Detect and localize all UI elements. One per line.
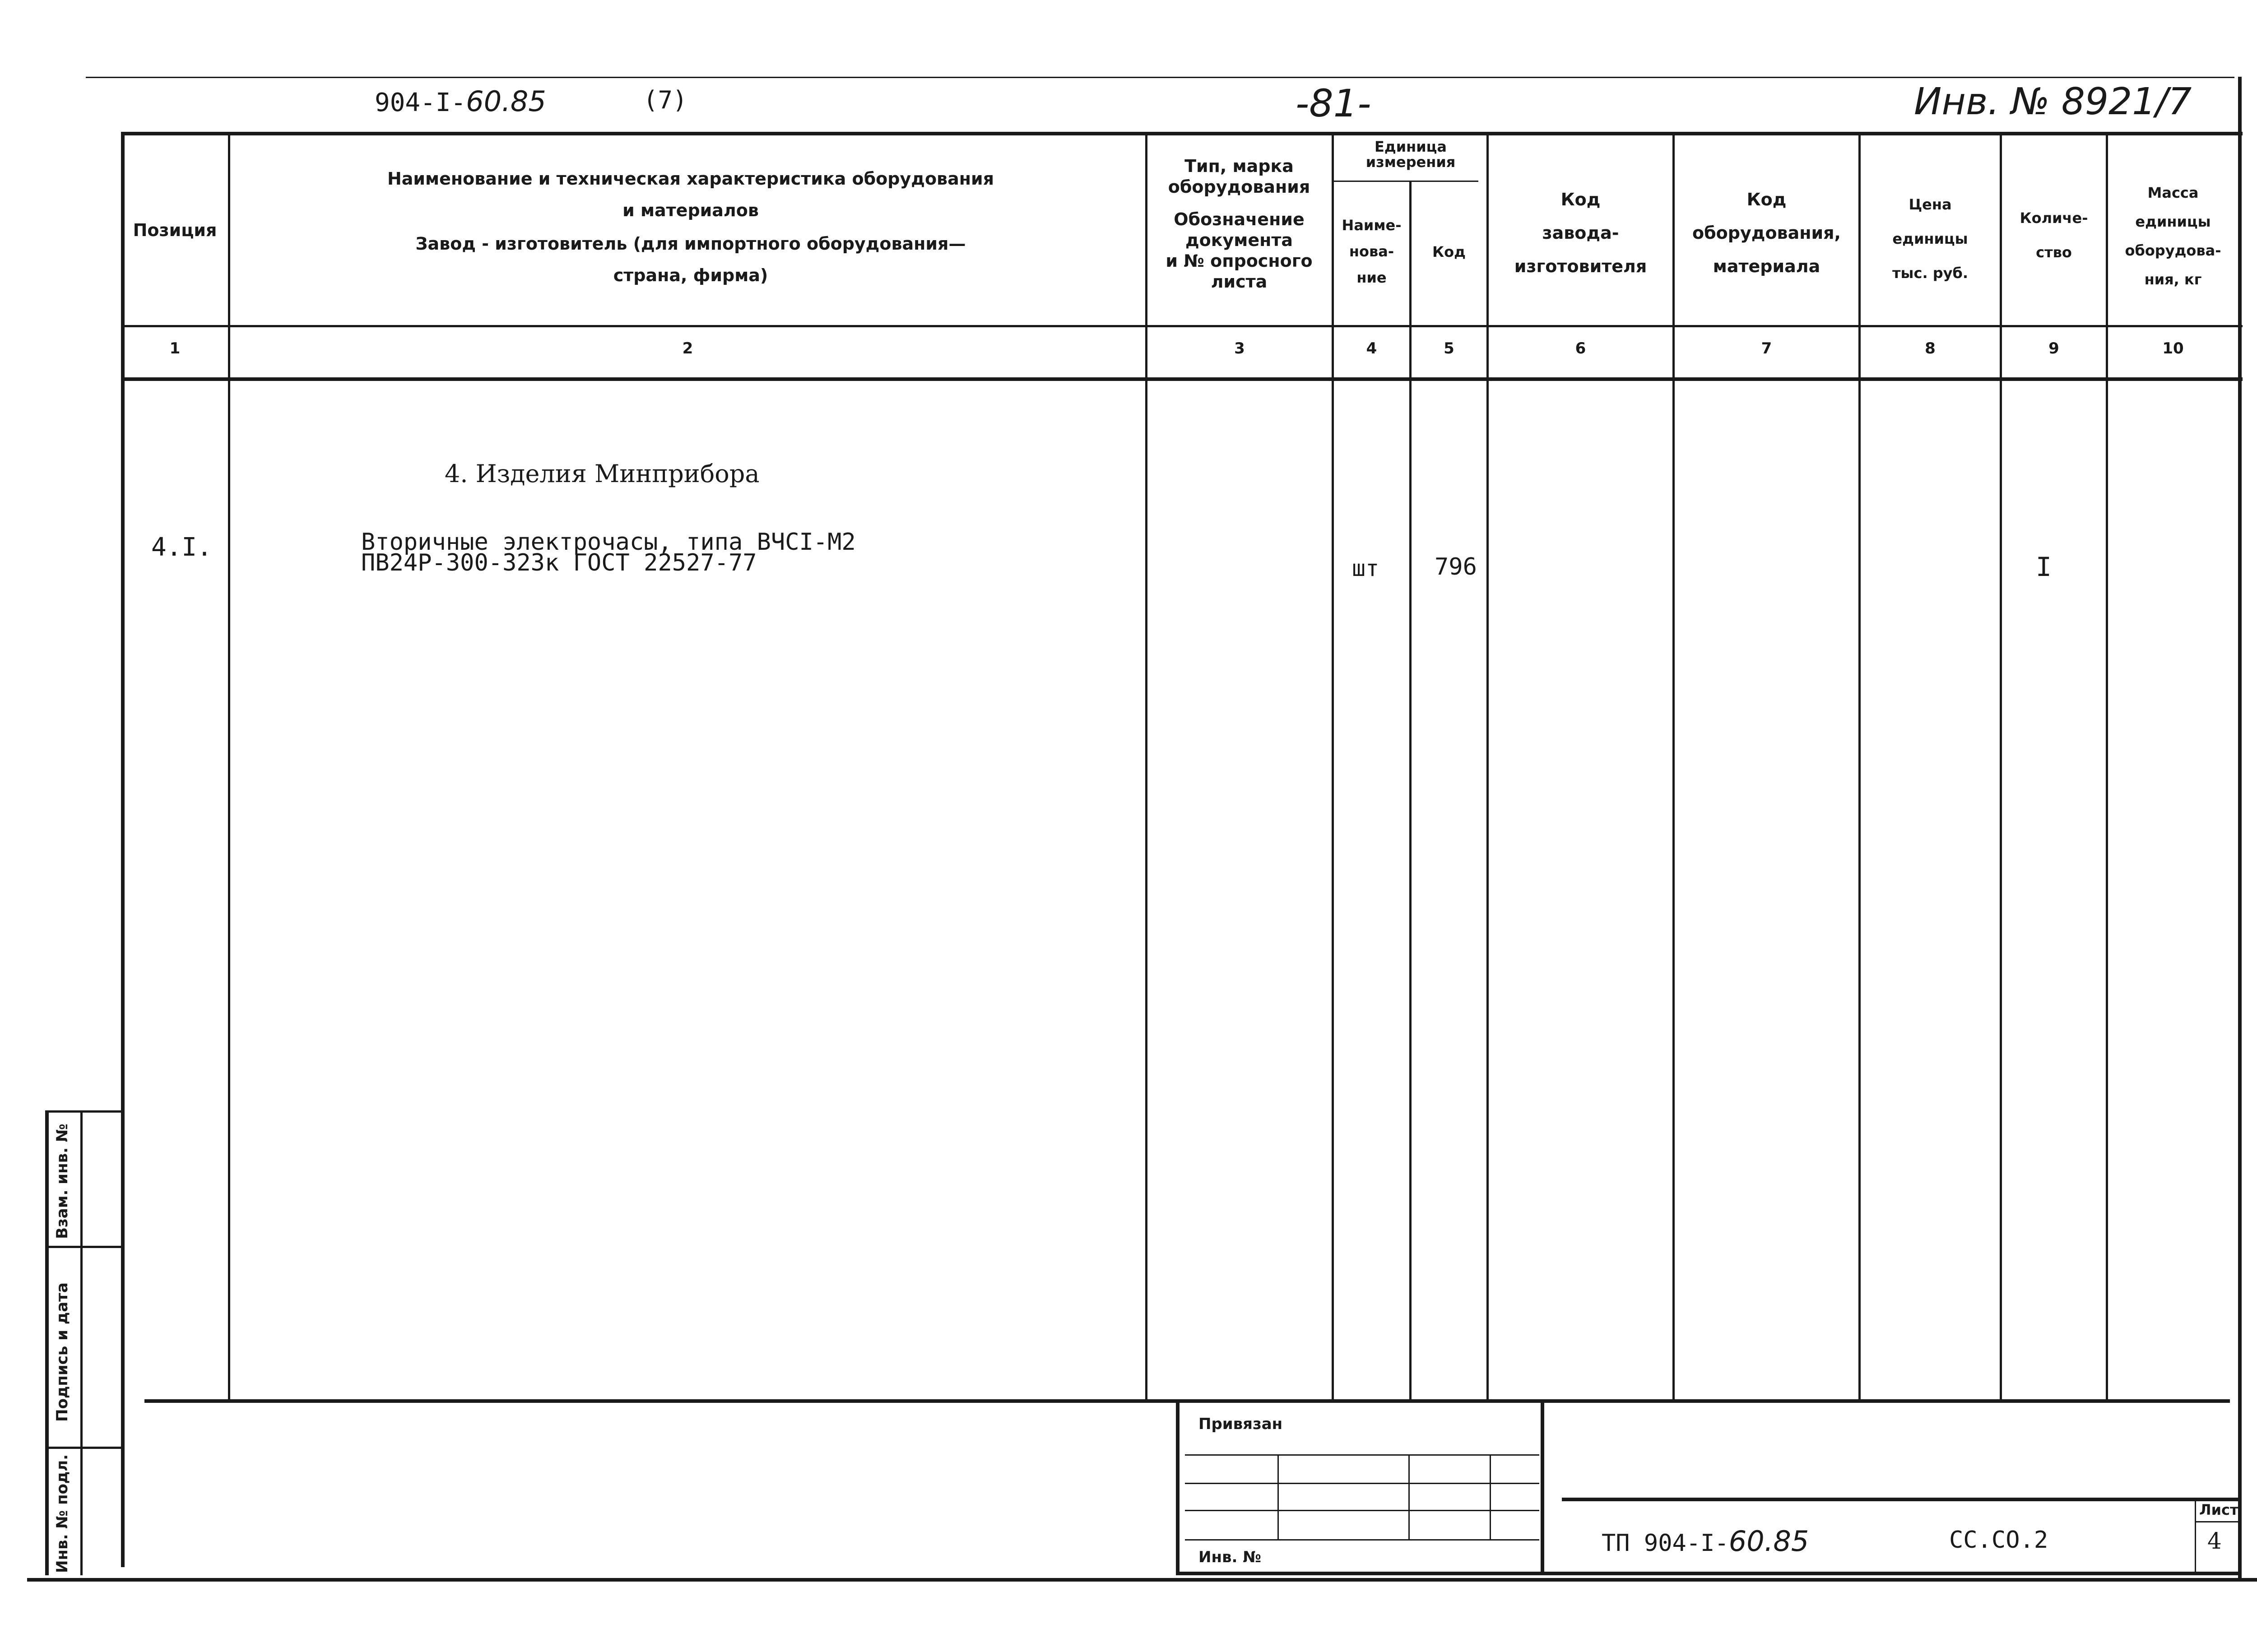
header-equipment-code-line3: материала xyxy=(1713,256,1820,276)
stamp-inv-label: Инв. № xyxy=(1198,1548,1262,1566)
side-inv-original-label: Инв. № подл. xyxy=(53,1454,71,1573)
table-top-line xyxy=(121,132,2243,135)
header-mass-line4: ния, кг xyxy=(2144,271,2202,288)
header-quantity-line1: Количе- xyxy=(2020,209,2088,227)
header-quantity xyxy=(2002,201,2106,269)
header-position: Позиция xyxy=(133,220,217,240)
doc-code xyxy=(375,85,546,118)
header-unit-line1: Единица xyxy=(1375,138,1447,155)
stamp-bottom-line xyxy=(1176,1572,2239,1575)
doc-part: (7) xyxy=(643,86,687,114)
sheet-cell-divider xyxy=(2195,1521,2240,1522)
header-mass-line2: единицы xyxy=(2135,213,2211,230)
header-price-line2: единицы xyxy=(1892,230,1968,247)
page-number: -81- xyxy=(1296,81,1371,125)
side-replace-inv-label: Взам. инв. № xyxy=(53,1123,71,1239)
row-position: 4.I. xyxy=(151,533,212,562)
side-block-divider-1 xyxy=(45,1246,122,1248)
row-unit-code: 796 xyxy=(1435,553,1477,580)
doc-code-handwritten: 60.85 xyxy=(466,85,546,118)
header-type-line1: Тип, марка xyxy=(1184,156,1294,176)
stamp-mid-border xyxy=(1541,1399,1544,1575)
header-price-line1: Цена xyxy=(1909,196,1952,213)
sheet-label: Лист xyxy=(2199,1501,2238,1518)
stamp-grid-line-2 xyxy=(1185,1483,1539,1484)
header-type-line4: документа xyxy=(1185,230,1293,250)
header-equipment-code xyxy=(1675,183,1858,283)
header-unit xyxy=(1334,139,1487,170)
stamp-linked-label: Привязан xyxy=(1198,1415,1283,1433)
header-equipment-code-line1: Код xyxy=(1746,190,1787,209)
col-divider-2 xyxy=(1145,132,1147,1399)
page-bottom-line xyxy=(27,1578,2257,1582)
header-bottom-line xyxy=(121,325,2243,327)
stamp-doc-prefix: ТП 904-I- xyxy=(1602,1530,1729,1557)
row-item-name-line1: Вторичные электрочасы, типа ВЧСI-М2 xyxy=(361,529,856,556)
unit-header-divider xyxy=(1334,181,1478,182)
header-unit-code: Код xyxy=(1432,243,1466,260)
stamp-grid-line-1 xyxy=(1185,1454,1539,1456)
sheet-cell-left xyxy=(2195,1498,2196,1574)
stamp-left-border xyxy=(1176,1399,1180,1575)
stamp-grid-vline-3 xyxy=(1490,1454,1491,1539)
col-number-9: 9 xyxy=(2048,339,2059,357)
col-number-2: 2 xyxy=(682,339,693,357)
header-unit-line2: измерения xyxy=(1365,153,1456,171)
header-unit-name-line2: нова- xyxy=(1349,243,1394,260)
side-block-top xyxy=(45,1110,122,1113)
header-name xyxy=(253,167,1128,287)
header-name-line2: и материалов xyxy=(622,200,759,220)
col-number-bottom-line xyxy=(121,377,2243,381)
stamp-doc-number xyxy=(1602,1525,1809,1558)
stamp-grid-vline-2 xyxy=(1408,1454,1410,1539)
header-price-line3: тыс. руб. xyxy=(1892,265,1968,282)
col-number-6: 6 xyxy=(1575,339,1586,357)
side-block-divider-2 xyxy=(45,1447,122,1449)
stamp-grid-line-3 xyxy=(1185,1510,1539,1511)
header-factory-code-line1: Код xyxy=(1560,190,1601,209)
col-number-4: 4 xyxy=(1366,339,1377,357)
header-type xyxy=(1149,156,1329,292)
inventory-number: Инв. № 8921/7 xyxy=(1914,80,2192,123)
col-divider-6 xyxy=(1672,132,1675,1399)
header-unit-name-line1: Наиме- xyxy=(1342,217,1402,234)
header-name-line1: Наименование и техническая характеристика оборудования xyxy=(387,169,994,189)
header-factory-code-line2: завода- xyxy=(1542,223,1619,243)
stamp-doc-line xyxy=(1562,1498,2239,1501)
header-equipment-code-line2: оборудования, xyxy=(1692,223,1841,243)
header-type-line2: оборудования xyxy=(1168,177,1310,197)
header-factory-code-line3: изготовителя xyxy=(1514,256,1647,276)
header-mass-line3: оборудова- xyxy=(2125,242,2221,259)
header-factory-code xyxy=(1489,183,1672,283)
side-block-left-border xyxy=(45,1110,49,1575)
col-number-8: 8 xyxy=(1925,339,1936,357)
header-name-line3: Завод - изготовитель (для импортного оборудования— xyxy=(415,234,966,254)
table-right-border xyxy=(2238,77,2242,1580)
side-block-inner-border xyxy=(80,1110,83,1575)
section-title: 4. Изделия Минприбора xyxy=(445,459,760,488)
header-mass xyxy=(2108,178,2238,294)
row-item-name xyxy=(361,529,856,576)
doc-code-prefix: 904-I- xyxy=(375,88,466,117)
row-unit: шт xyxy=(1352,555,1379,581)
row-quantity: I xyxy=(2036,552,2052,582)
header-type-line5: и № опросного xyxy=(1166,251,1313,271)
stamp-doc-code: СС.СО.2 xyxy=(1949,1527,2048,1554)
header-type-line6: листа xyxy=(1211,272,1268,292)
row-item-name-line2: ПВ24Р-300-323к ГОСТ 22527-77 xyxy=(361,549,757,576)
col-number-3: 3 xyxy=(1234,339,1245,357)
header-quantity-line2: ство xyxy=(2036,244,2072,261)
col-number-1: 1 xyxy=(169,339,181,357)
stamp-grid-line-4 xyxy=(1185,1539,1539,1541)
header-mass-line1: Масса xyxy=(2147,184,2199,201)
col-divider-1 xyxy=(228,132,230,1399)
side-signature-date-label: Подпись и дата xyxy=(53,1282,71,1422)
stamp-doc-handwritten: 60.85 xyxy=(1728,1525,1809,1558)
col-divider-9 xyxy=(2106,132,2108,1399)
top-border-line xyxy=(86,77,2234,78)
col-divider-5 xyxy=(1486,132,1489,1399)
stamp-grid-vline-1 xyxy=(1277,1454,1279,1539)
col-divider-3 xyxy=(1332,132,1334,1399)
col-number-7: 7 xyxy=(1761,339,1772,357)
col-divider-4 xyxy=(1409,181,1412,1399)
sheet-number: 4 xyxy=(2207,1528,2222,1554)
header-unit-name-line3: ние xyxy=(1356,269,1387,286)
col-number-10: 10 xyxy=(2162,339,2184,357)
col-number-5: 5 xyxy=(1444,339,1454,357)
header-unit-name xyxy=(1334,212,1409,291)
header-price xyxy=(1861,187,2000,290)
table-bottom-line xyxy=(144,1399,2230,1403)
col-divider-8 xyxy=(2000,132,2002,1399)
header-type-line3: Обозначение xyxy=(1174,209,1305,229)
col-divider-7 xyxy=(1858,132,1861,1399)
header-name-line4: страна, фирма) xyxy=(613,265,768,285)
